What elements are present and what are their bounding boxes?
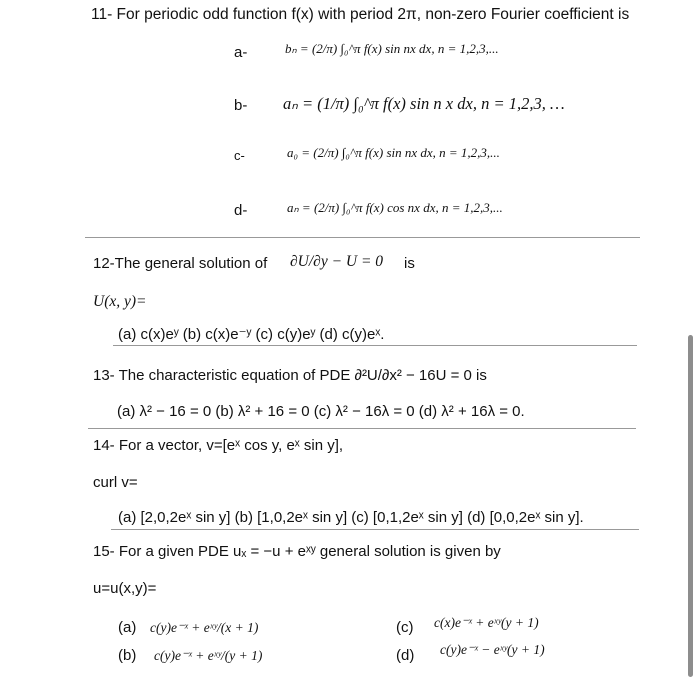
q11-option-c-label: c- (234, 148, 245, 163)
q12-equation: ∂U/∂y − U = 0 (290, 253, 384, 270)
q11-option-b-formula: aₙ = (1/π) ∫₀^π f(x) sin n x dx, n = 1,2,3, … (283, 94, 565, 113)
q15-option-c-value: c(x)e⁻ˣ + eˣʸ(y + 1) (434, 615, 539, 630)
q11-option-b-label: b- (234, 97, 248, 114)
q12-lhs: U(x, y)= (93, 293, 147, 310)
q15-option-c-label: (c) (396, 619, 414, 636)
q15-lhs: u=u(x,y)= (93, 580, 157, 597)
q14-options: (a) [2,0,2eˣ sin y] (b) [1,0,2eˣ sin y] (c) [0,1,2eˣ sin y] (d) [0,0,2eˣ sin y]. (118, 509, 584, 526)
q11-option-d-formula: aₙ = (2/π) ∫₀^π f(x) cos nx dx, n = 1,2,3,... (287, 200, 503, 215)
q11-option-a-formula: bₙ = (2/π) ∫₀^π f(x) sin nx dx, n = 1,2,3,... (285, 41, 499, 56)
divider-q12 (113, 345, 637, 346)
divider-q13 (88, 428, 636, 429)
q12-options: (a) c(x)eʸ (b) c(x)e⁻ʸ (c) c(y)eʸ (d) c(y)eˣ. (118, 326, 385, 343)
q12-stem: 12-The general solution of (93, 255, 268, 272)
divider-q11 (85, 237, 640, 238)
q11-option-d-label: d- (234, 202, 248, 219)
q11-option-c-formula: a₀ = (2/π) ∫₀^π f(x) sin nx dx, n = 1,2,3,... (287, 145, 500, 160)
q15-stem: 15- For a given PDE uₓ = −u + eˣʸ general solution is given by (93, 543, 501, 560)
q11-stem: 11- For periodic odd function f(x) with period 2π, non-zero Fourier coefficient is (91, 6, 630, 23)
q11-option-a-label: a- (234, 44, 248, 61)
q15-option-b-label: (b) (118, 647, 137, 664)
q12-suffix: is (404, 255, 415, 272)
vertical-scrollbar[interactable] (688, 335, 693, 677)
q14-curl-label: curl v= (93, 474, 138, 491)
q13-stem: 13- The characteristic equation of PDE ∂²U/∂x² − 16U = 0 is (93, 367, 487, 384)
q15-option-d-label: (d) (396, 647, 415, 664)
divider-q14 (111, 529, 639, 530)
q15-option-d-value: c(y)e⁻ˣ − eˣʸ(y + 1) (440, 642, 545, 657)
q13-options: (a) λ² − 16 = 0 (b) λ² + 16 = 0 (c) λ² − 16λ = 0 (d) λ² + 16λ = 0. (117, 403, 525, 420)
q15-option-b-value: c(y)e⁻ˣ + eˣʸ/(y + 1) (154, 648, 263, 663)
q15-option-a-label: (a) (118, 619, 137, 636)
q15-option-a-value: c(y)e⁻ˣ + eˣʸ/(x + 1) (150, 620, 259, 635)
q14-stem: 14- For a vector, v=[eˣ cos y, eˣ sin y], (93, 437, 344, 454)
